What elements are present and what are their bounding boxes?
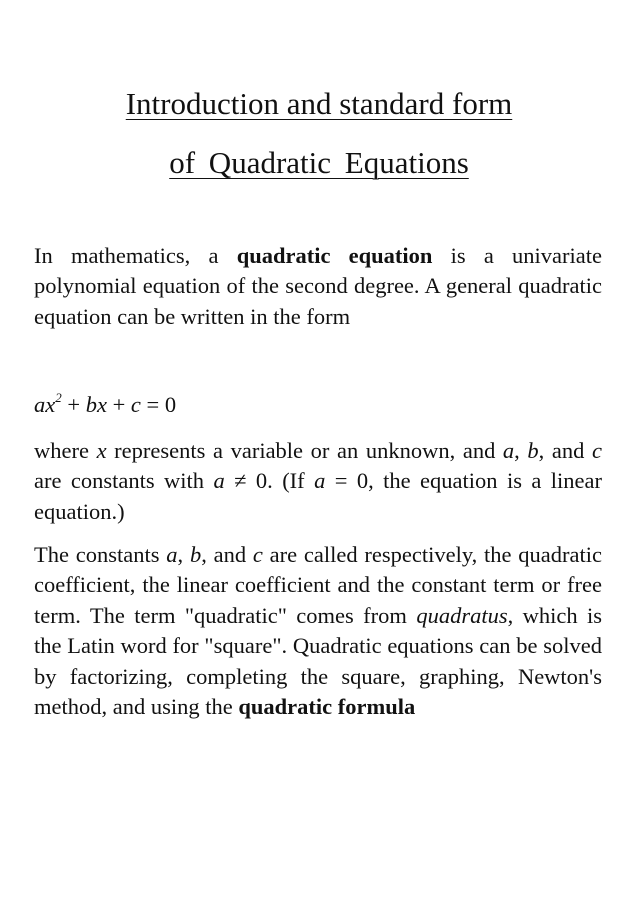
intro-text-end: is a univariate polynomial equation of the second degree. A general quadratic equation can be written in the form	[34, 243, 602, 329]
constant-c: c	[591, 438, 602, 463]
page-title-line-1: Introduction and standard form	[125, 86, 513, 121]
constant-b: b	[527, 438, 539, 463]
variables-text-6: ≠ 0. (If	[224, 468, 315, 494]
latin-word-quadratus: quadratus	[416, 602, 508, 628]
variables-text-7: = 0, the equation is a linear equation.)	[34, 468, 602, 524]
variables-text-1: where	[34, 438, 97, 463]
variables-text-2: represents a variable or an unknown, and	[106, 438, 503, 463]
coefficient-b: b	[189, 542, 202, 567]
coefficients-text-5: , which is the Latin word for "square". Quadratic equations can be solved by factorizing, completing the square, graphing, Newton's method, and using the	[34, 602, 602, 720]
intro-text-start: In mathematics, a	[34, 243, 237, 268]
constant-a-zero: a	[314, 468, 326, 494]
equation-exponent: 2	[55, 390, 62, 405]
quadratic-formula-term: quadratic formula	[238, 694, 416, 720]
coefficients-text-2: ,	[177, 542, 190, 567]
variables-paragraph	[34, 436, 602, 527]
quadratic-equation-term: quadratic equation	[236, 243, 433, 268]
equation-plus-2: +	[106, 392, 131, 417]
variable-x: x	[96, 438, 107, 463]
equation-ax: ax	[34, 392, 56, 417]
coefficient-c: c	[252, 542, 263, 567]
coefficients-text-4: are called respectively, the quadratic coefficient, the linear coefficient and the constant term or free term. The term "quadratic" comes from	[34, 542, 602, 628]
equation-bx: bx	[85, 392, 107, 417]
equation-c: c	[130, 392, 141, 417]
coefficients-paragraph	[34, 540, 602, 722]
variables-text-5: are constants with	[34, 468, 214, 494]
constant-a-condition: a	[213, 468, 225, 494]
equation-plus-1: +	[61, 392, 86, 417]
page-title-line-2: of Quadratic Equations	[169, 145, 469, 180]
coefficients-text-1: The constants	[34, 542, 167, 567]
variables-text-4: , and	[538, 438, 592, 463]
coefficients-text-3: , and	[201, 542, 253, 567]
general-equation	[34, 383, 602, 420]
variables-text-3: ,	[514, 438, 528, 463]
intro-paragraph	[34, 241, 602, 332]
constant-a: a	[502, 438, 515, 463]
equation-equals-zero: = 0	[140, 392, 177, 417]
coefficient-a: a	[166, 542, 178, 567]
